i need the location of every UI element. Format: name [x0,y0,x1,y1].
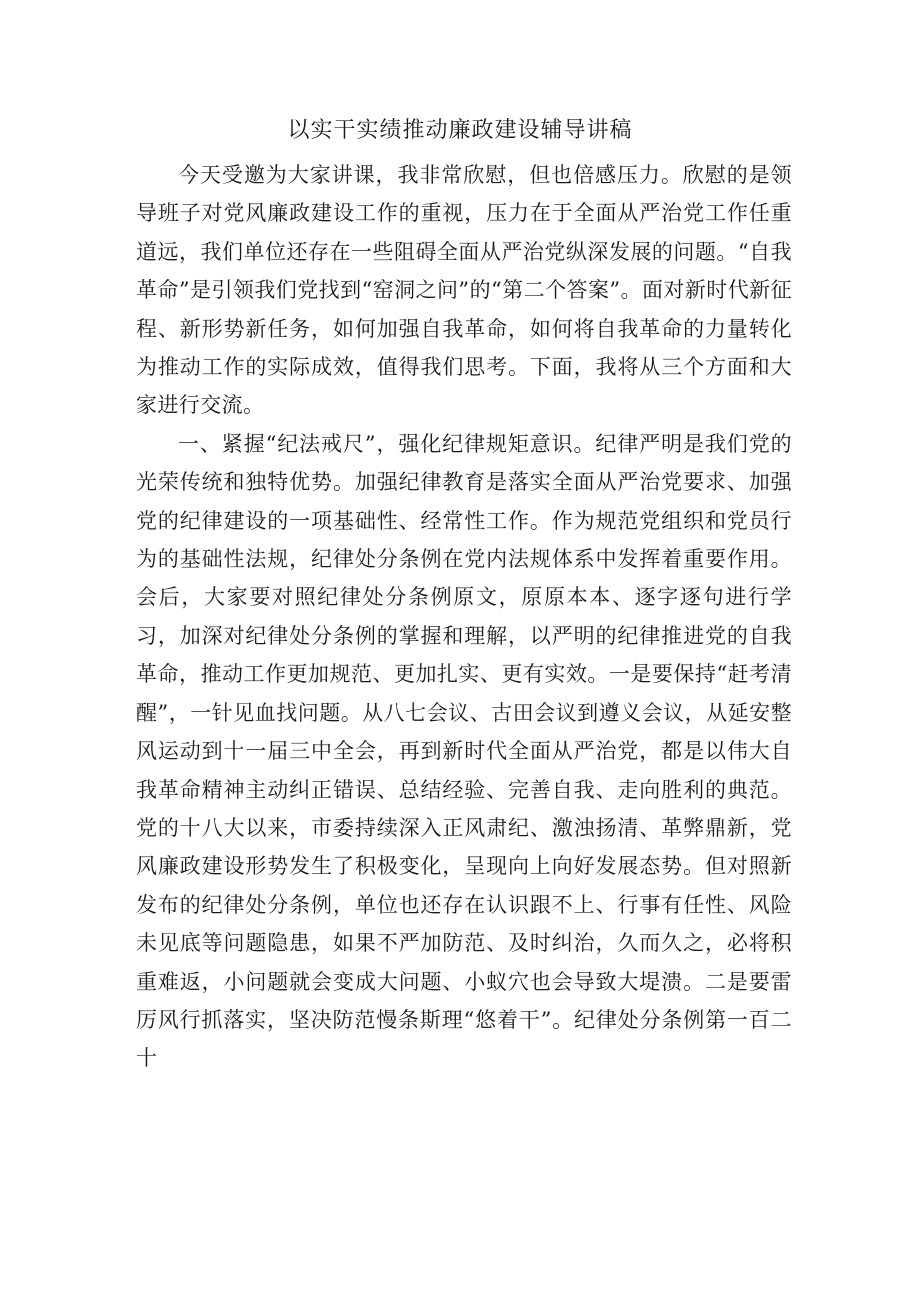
document-title: 以实干实绩推动廉政建设辅导讲稿 [287,118,633,143]
paragraph-introduction: 今天受邀为大家讲课，我非常欣慰，但也倍感压力。欣慰的是领导班子对党风廉政建设工作的重视，压力在于全面从严治党工作任重道远，我们单位还存在一些阻碍全面从严治党纵深发展的问题。“自我革命”是引领我们党找到“窑洞之问”的“第二个答案”。面对新时代新征程、新形势新任务，如何加强自我革命，如何将自我革命的力量转化为推动工作的实际成效，值得我们思考。下面，我将从三个方面和大家进行交流。 [136,163,792,418]
paragraph-section-one: 一、紧握“纪法戒尺”，强化纪律规矩意识。纪律严明是我们党的光荣传统和独特优势。加强纪律教育是落实全面从严治党要求、加强党的纪律建设的一项基础性、经常性工作。作为规范党组织和党员行为的基础性法规，纪律处分条例在党内法规体系中发挥着重要作用。会后，大家要对照纪律处分条例原文，原原本本、逐字逐句进行学习，加深对纪律处分条例的掌握和理解，以严明的纪律推进党的自我革命，推动工作更加规范、更加扎实、更有实效。一是要保持“赶考清醒”，一针见血找问题。从八七会议、古田会议到遵义会议，从延安整风运动到十一届三中全会，再到新时代全面从严治党，都是以伟大自我革命精神主动纠正错误、总结经验、完善自我、走向胜利的典范。党的十八大以来，市委持续深入正风肃纪、激浊扬清、革弊鼎新，党风廉政建设形势发生了积极变化，呈现向上向好发展态势。但对照新发布的纪律处分条例，单位也还存在认识跟不上、行事有任性、风险未见底等问题隐患，如果不严加防范、及时纠治，久而久之，必将积重难返，小问题就会变成大问题、小蚁穴也会导致大堤溃。二是要雷厉风行抓落实，坚决防范慢条斯理“悠着干”。纪律处分条例第一百二十 [136,431,792,1071]
document-body [136,156,792,1078]
